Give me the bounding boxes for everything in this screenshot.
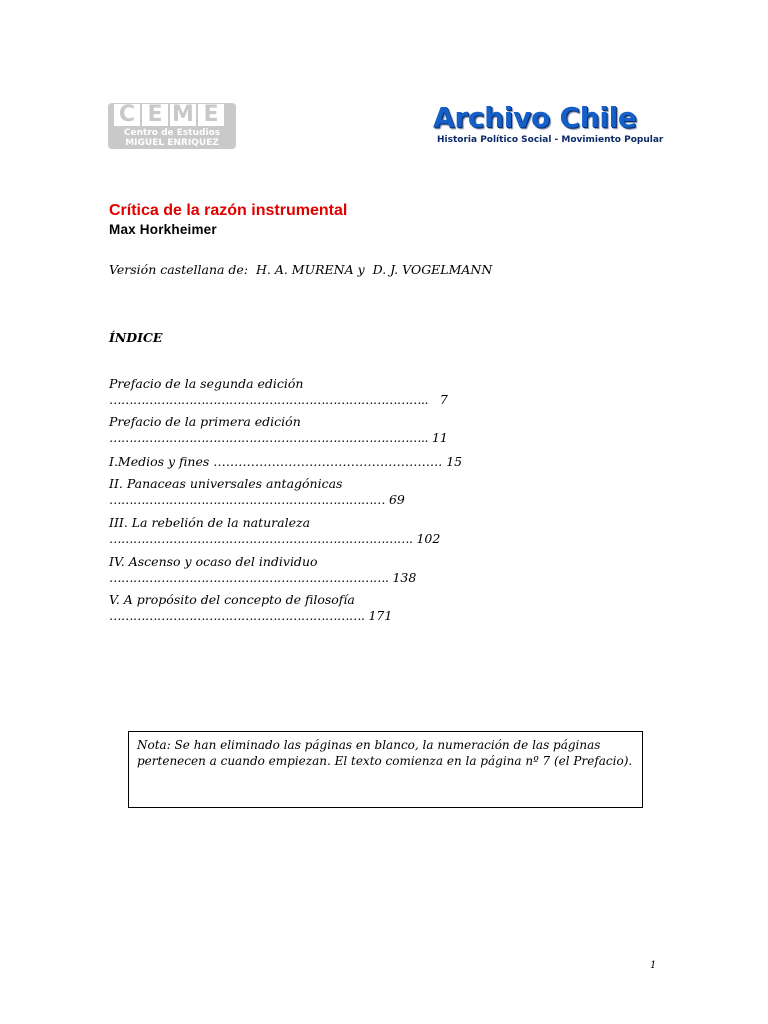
toc-entry-page: 171 xyxy=(368,608,393,623)
toc-entry-leader: …………………………………………………………… xyxy=(109,492,385,507)
document-author: Max Horkheimer xyxy=(109,222,217,237)
ceme-letters xyxy=(114,104,224,126)
toc-entry-title: I.Medios y fines ………………………………………………. xyxy=(109,454,443,469)
toc-entry-title: Prefacio de la primera edición xyxy=(109,414,301,429)
toc-entry-title: Prefacio de la segunda edición xyxy=(109,376,304,391)
ceme-letter: M xyxy=(170,104,196,126)
ceme-subtitle-line2: MIGUEL ENRIQUEZ xyxy=(125,138,219,148)
toc-entry-title: III. La rebelión de la naturaleza xyxy=(109,515,311,530)
translator-credit: Versión castellana de: H. A. MURENA y D. J. VOGELMANN xyxy=(109,262,493,277)
toc-entry-page: 69 xyxy=(388,492,405,507)
toc-entry xyxy=(109,515,440,547)
ceme-letter: E xyxy=(142,104,168,126)
toc-entry-leader: ………………………………………………………. xyxy=(109,608,365,623)
toc-entry-leader: …………………………………………………………………….. xyxy=(109,392,428,407)
toc-entry-page: 7 xyxy=(439,392,448,407)
note-box xyxy=(128,731,643,808)
toc-entry-page: 102 xyxy=(416,531,441,546)
ceme-logo xyxy=(108,103,236,149)
toc-entry-page: 138 xyxy=(392,570,417,585)
toc-entry-page: 15 xyxy=(446,454,463,469)
toc-entry-title: II. Panaceas universales antagónicas xyxy=(109,476,343,491)
toc-entry-leader: ……………………………………………………………. xyxy=(109,570,389,585)
toc-entry xyxy=(109,476,405,508)
toc-entry xyxy=(109,414,448,446)
toc-entry-leader: …………………………………………………………………….. xyxy=(109,430,428,445)
toc-entry xyxy=(109,376,448,408)
note-text: Nota: Se han eliminado las páginas en blanco, la numeración de las páginas pertenecen a cuando empiezan. El texto comienza en la página nº 7 (el Prefacio). xyxy=(137,738,633,768)
toc-entry-title: V. A propósito del concepto de filosofía xyxy=(109,592,355,607)
archivo-chile-title: Archivo Chile xyxy=(433,101,637,134)
ceme-letter: C xyxy=(114,104,140,126)
toc-entry-title: IV. Ascenso y ocaso del individuo xyxy=(109,554,318,569)
document-title: Crítica de la razón instrumental xyxy=(109,202,348,219)
toc-entry-leader: …………………………………………………………………. xyxy=(109,531,413,546)
page-number: 1 xyxy=(650,960,657,971)
toc-entry xyxy=(109,592,392,624)
index-heading: ÍNDICE xyxy=(109,330,163,345)
archivo-chile-subtitle: Historia Político Social - Movimiento Popular xyxy=(437,135,664,145)
toc-entry xyxy=(109,454,462,470)
toc-entry-page: 11 xyxy=(431,430,448,445)
archivo-chile-logo xyxy=(433,101,678,149)
toc-entry xyxy=(109,554,416,586)
ceme-subtitle-line1: Centro de Estudios xyxy=(123,128,221,138)
ceme-letter: E xyxy=(198,104,224,126)
